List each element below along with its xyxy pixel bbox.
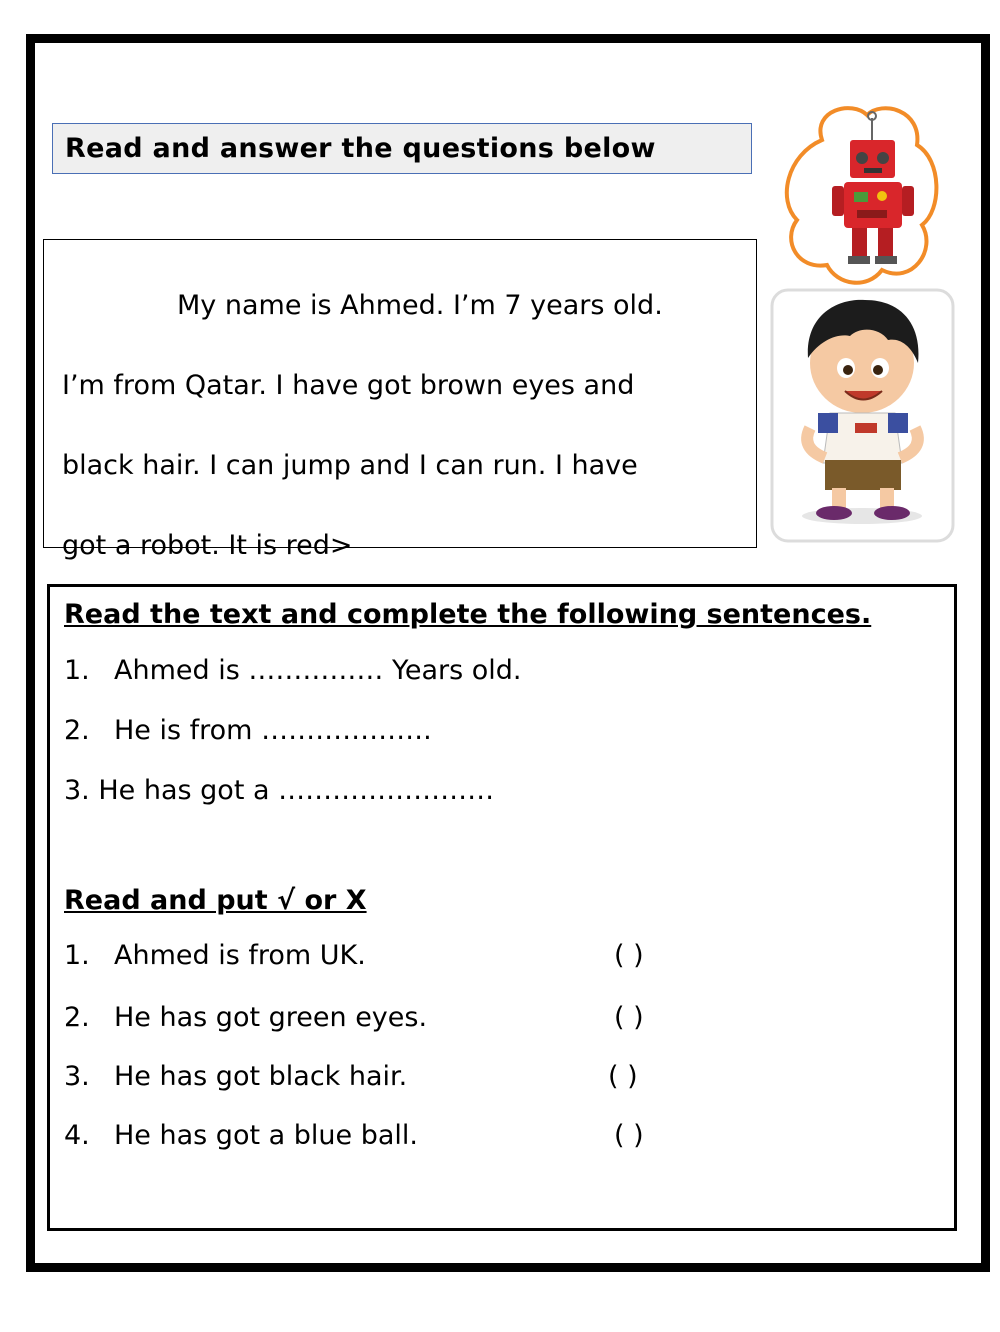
passage-line: black hair. I can jump and I can run. I have (62, 450, 638, 481)
check-item (64, 1061, 407, 1092)
answer-box[interactable]: ( ) (614, 1002, 644, 1033)
cartoon-boy-image (770, 288, 955, 543)
complete-sentences-heading: Read the text and complete the following sentences. (64, 599, 872, 630)
passage-text (62, 266, 742, 586)
passage-line: got a robot. It is red> (62, 530, 353, 561)
item-number: 4. (64, 1120, 90, 1151)
item-number: 3. (64, 775, 90, 806)
page-title: Read and answer the questions below (65, 133, 656, 164)
complete-item (64, 655, 522, 686)
answer-box[interactable]: ( ) (614, 940, 644, 971)
item-number: 1. (64, 655, 90, 686)
robot-toy-image (782, 100, 942, 285)
item-number: 2. (64, 1002, 90, 1033)
item-number: 3. (64, 1061, 90, 1092)
item-text: He has got a …………………… (98, 775, 495, 806)
item-text: He is from ………………. (114, 715, 432, 746)
questions-box (47, 584, 957, 1231)
check-item (64, 1120, 418, 1151)
item-text: He has got green eyes. (114, 1002, 428, 1033)
complete-item (64, 715, 432, 746)
check-item (64, 940, 366, 971)
item-text: He has got black hair. (114, 1061, 408, 1092)
passage-line: My name is Ahmed. I’m 7 years old. (177, 290, 663, 321)
item-number: 1. (64, 940, 90, 971)
item-number: 2. (64, 715, 90, 746)
passage-line: I’m from Qatar. I have got brown eyes and (62, 370, 635, 401)
header-box (52, 123, 752, 174)
reading-passage (43, 239, 757, 561)
check-heading: Read and put √ or X (64, 885, 367, 916)
item-text: He has got a blue ball. (114, 1120, 418, 1151)
complete-item (64, 775, 494, 806)
answer-box[interactable]: ( ) (614, 1120, 644, 1151)
item-text: Ahmed is …………… Years old. (114, 655, 522, 686)
check-item (64, 1002, 427, 1033)
item-text: Ahmed is from UK. (114, 940, 366, 971)
answer-box[interactable]: ( ) (608, 1061, 638, 1092)
